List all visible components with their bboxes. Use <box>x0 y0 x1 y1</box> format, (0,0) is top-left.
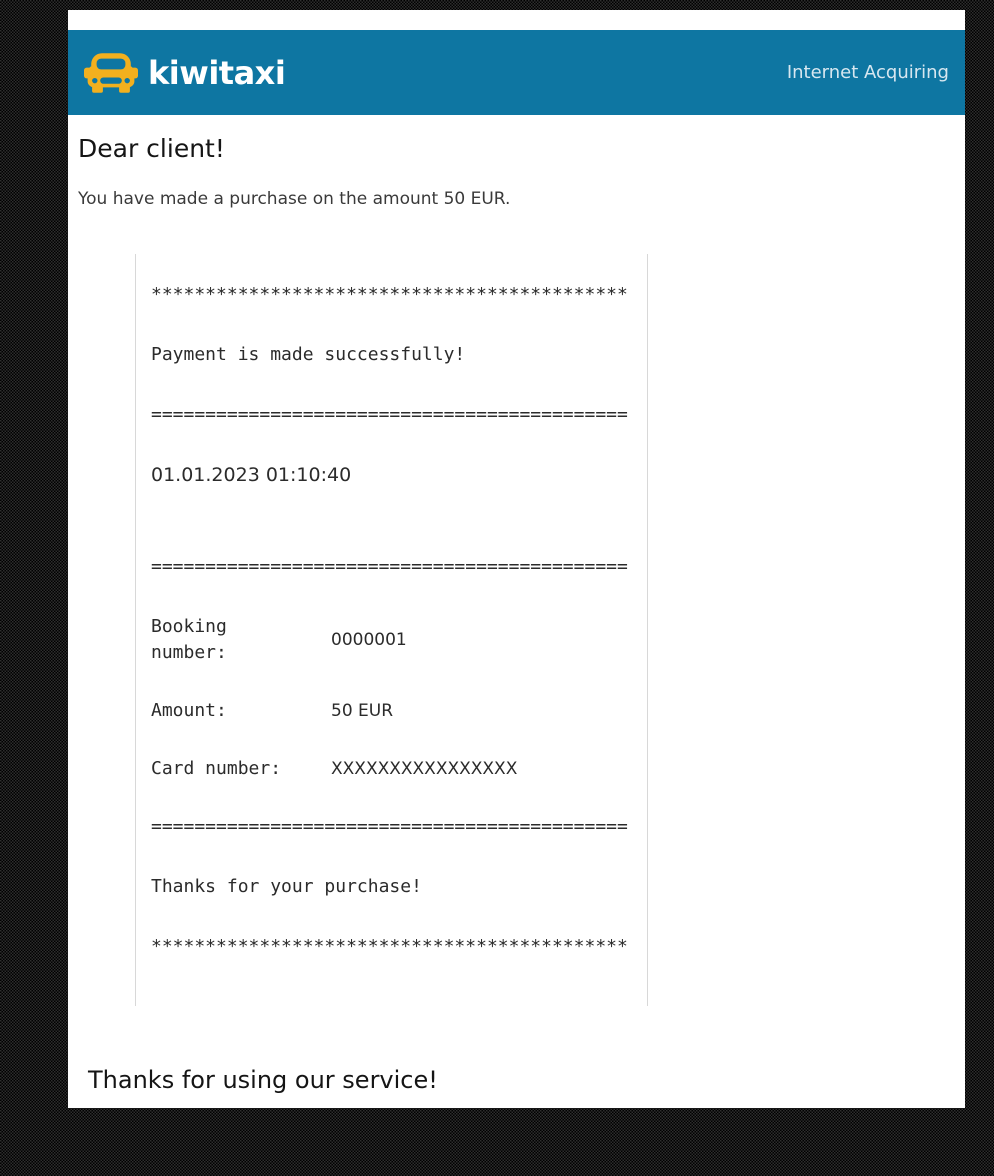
field-value: 50 EUR <box>331 701 394 721</box>
header-tagline: Internet Acquiring <box>786 62 949 83</box>
header-bar <box>68 30 965 115</box>
amount-row <box>151 698 632 724</box>
email-body <box>68 134 965 1094</box>
field-value: XXXXXXXXXXXXXXXX <box>331 759 518 779</box>
payment-receipt <box>135 254 648 1006</box>
intro-text: You have made a purchase on the amount 50 EUR. <box>78 189 511 209</box>
receipt-datetime: 01.01.2023 01:10:40 <box>151 464 352 486</box>
email-page <box>68 10 965 1108</box>
card-number-row <box>151 756 632 782</box>
field-label: Amount: <box>151 700 227 721</box>
field-label: Card number: <box>151 758 282 779</box>
booking-number-row <box>151 614 632 666</box>
footer-note: Thanks for using our service! <box>88 1066 438 1094</box>
field-value: 0000001 <box>331 630 407 650</box>
field-label: Booking number: <box>151 616 227 663</box>
receipt-separator: ============================================ <box>151 404 628 425</box>
receipt-separator: ============================================ <box>151 816 628 837</box>
brand-logo <box>84 53 285 93</box>
greeting-heading: Dear client! <box>78 134 225 163</box>
taxi-car-icon <box>84 53 138 93</box>
receipt-stars-top: ******************************************** <box>151 284 628 305</box>
receipt-separator: ============================================ <box>151 556 628 577</box>
receipt-success-message: Payment is made successfully! <box>151 344 466 365</box>
receipt-stars-bottom: ******************************************** <box>151 936 628 957</box>
brand-name: kiwitaxi <box>148 53 286 92</box>
receipt-thanks-message: Thanks for your purchase! <box>151 876 422 897</box>
